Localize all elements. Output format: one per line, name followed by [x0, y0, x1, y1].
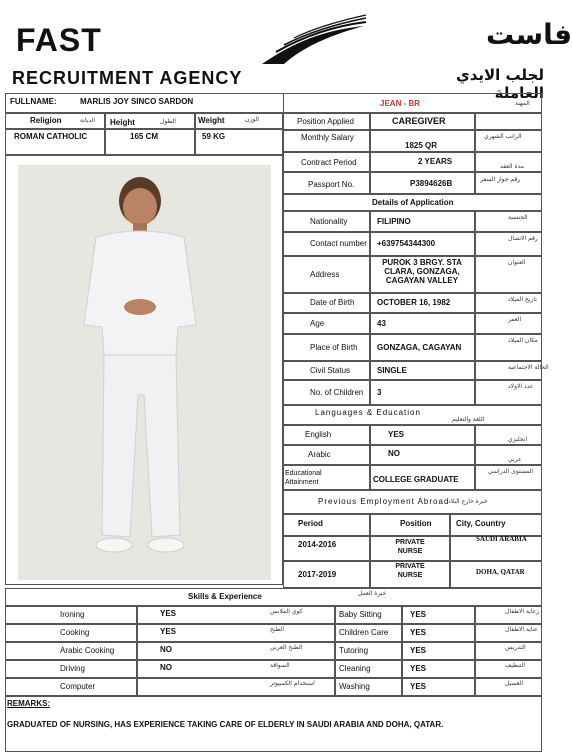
weight-label: Weight	[198, 116, 225, 125]
company-subtitle: RECRUITMENT AGENCY	[12, 68, 243, 88]
skill-ar: استخدام الكمبيوتر	[270, 680, 315, 687]
exp-row-2-period: 2017-2019	[298, 570, 337, 579]
salary-value: 1825 QR	[405, 141, 438, 150]
skill-value: YES	[160, 609, 177, 618]
experience-title-ar: خبرة خارج البلاد	[448, 498, 488, 505]
skill-ar: كوي الملابس	[270, 608, 303, 615]
app-row-ar: الجنسية	[508, 214, 528, 221]
skill-value: YES	[160, 627, 177, 636]
weight-value: 59 KG	[202, 132, 226, 141]
applicant-code: JEAN - BR	[380, 99, 421, 108]
height-label: Height	[110, 118, 135, 127]
height-ar: الطول	[160, 118, 176, 125]
skills-title-cell	[5, 588, 542, 606]
skill-value: NO	[160, 645, 172, 654]
app-row-label: Nationality	[310, 217, 348, 226]
skill-label: Tutoring	[339, 646, 369, 655]
height-value: 165 CM	[130, 132, 159, 141]
skill-label: Cleaning	[339, 664, 371, 673]
skill-value: YES	[410, 646, 427, 655]
app-row-label: Contact number	[310, 239, 367, 248]
applicant-photo	[18, 165, 271, 580]
app-row-label: Civil Status	[310, 366, 351, 375]
position-value: CAREGIVER	[392, 116, 446, 126]
exp-row-1-period: 2014-2016	[298, 540, 337, 549]
app-row-ar: تاريخ الميلاد	[508, 296, 537, 303]
salary-label: Monthly Salary	[301, 133, 354, 142]
english-value: YES	[388, 430, 405, 439]
remarks-label: REMARKS:	[7, 699, 51, 708]
weight-ar: الوزن	[245, 116, 259, 123]
languages-title-ar: اللغة والتعليم	[452, 416, 485, 423]
passport-ar: رقم جواز السفر	[480, 176, 521, 183]
app-row-value: 43	[377, 319, 386, 328]
exp-row-1-city: SAUDI ARABIA	[476, 535, 527, 543]
city-header: City, Country	[456, 519, 506, 528]
skill-value: YES	[410, 664, 427, 673]
skill-ar: التدريس	[505, 644, 526, 651]
religion-ar: الديانة	[80, 117, 96, 124]
exp-row-2-city: DOHA, QATAR	[476, 568, 525, 576]
app-row-value: 3	[377, 388, 382, 397]
english-ar: انجليزي	[508, 436, 528, 443]
experience-title: Previous Employment Abroad	[318, 497, 450, 506]
app-row-value-cell	[370, 380, 475, 405]
skill-ar: الطبخ العربي	[270, 644, 303, 651]
app-row-label-cell	[283, 313, 370, 334]
skill-ar: الغسيل	[505, 680, 524, 687]
education-value: COLLEGE GRADUATE	[373, 475, 459, 484]
position-label: Position Applied	[297, 117, 354, 126]
skill-value: YES	[410, 628, 427, 637]
salary-ar: الراتب الشهري	[484, 133, 522, 140]
arabic-value-cell	[370, 445, 475, 465]
company-logo	[254, 12, 370, 68]
arabic-value: NO	[388, 449, 400, 458]
skill-label: Ironing	[60, 610, 85, 619]
contract-ar: مدة العقد	[500, 163, 524, 170]
app-row-ar: مكان الميلاد	[508, 337, 538, 344]
languages-title: Languages & Education	[315, 408, 421, 417]
arabic-company-name: فاست	[486, 18, 572, 51]
position-ar-cell	[475, 113, 542, 130]
skill-value: YES	[410, 610, 427, 619]
app-row-value: +639754344300	[377, 239, 436, 248]
position-header: Position	[400, 519, 432, 528]
app-row-label: Address	[310, 270, 340, 279]
arabic-lang-ar: عربي	[508, 456, 522, 463]
app-row-ar: عدد الاولاد	[508, 383, 534, 390]
app-row-ar: الحالة الاجتماعية	[508, 364, 549, 371]
skill-ar: الطبخ	[270, 626, 285, 633]
details-title: Details of Application	[372, 198, 454, 207]
skill-label: Washing	[339, 682, 370, 691]
passport-label: Passport No.	[308, 180, 355, 189]
app-row-label: Place of Birth	[310, 343, 358, 352]
app-row-ar: العنوان	[508, 259, 526, 266]
exp-row-2-position: PRIVATE NURSE	[395, 563, 425, 579]
app-row-value: FILIPINO	[377, 217, 411, 226]
skill-label: Computer	[60, 682, 96, 691]
remarks-text: GRADUATED OF NURSING, HAS EXPERIENCE TAKING CARE OF ELDERLY IN SAUDI ARABIA AND DOHA, QATAR.	[7, 720, 444, 729]
skill-ar: التنظيف	[505, 662, 526, 669]
period-header-cell	[283, 514, 370, 536]
fullname-label: FULLNAME:	[10, 97, 57, 106]
exp-row-1-position: PRIVATE NURSE	[395, 539, 425, 555]
skill-ar: السواقة	[270, 662, 290, 669]
education-ar: المستوى الدراسي	[488, 468, 534, 475]
app-row-label: Age	[310, 319, 325, 328]
fullname-value: MARLIS JOY SINCO SARDON	[80, 97, 194, 106]
skill-label: Arabic Cooking	[60, 646, 115, 655]
contract-label: Contract Period	[301, 158, 357, 167]
skill-ar: عناية الاطفال	[505, 626, 539, 633]
skill-value: NO	[160, 663, 172, 672]
skill-label: Children Care	[339, 628, 389, 637]
english-value-cell	[370, 425, 475, 445]
religion-value: ROMAN CATHOLIC	[14, 132, 88, 141]
arabic-label: Arabic	[308, 450, 331, 459]
skill-label: Cooking	[60, 628, 90, 637]
skill-value: YES	[410, 682, 427, 691]
religion-label: Religion	[30, 116, 62, 125]
app-row-ar: العمر	[508, 316, 522, 323]
period-header: Period	[298, 519, 323, 528]
app-row-label: Date of Birth	[310, 298, 355, 307]
skill-ar: رعاية الاطفال	[505, 608, 540, 615]
skill-label: Driving	[60, 664, 85, 673]
app-row-value: SINGLE	[377, 366, 407, 375]
education-label: Educational Attainment	[285, 470, 322, 486]
app-row-value: PUROK 3 BRGY. STA CLARA, GONZAGA, CAGAYAN VALLEY	[382, 258, 462, 285]
contract-value: 2 YEARS	[418, 157, 453, 166]
company-name: FAST	[16, 22, 102, 58]
app-row-value: GONZAGA, CAGAYAN	[377, 343, 462, 352]
arabic-company-subtitle: لجلب الايدي العاملة	[455, 66, 544, 102]
passport-value: P3894626B	[410, 179, 453, 188]
app-row-ar: رقم الاتصال	[508, 235, 538, 242]
english-label: English	[305, 430, 332, 439]
app-row-label: No. of Children	[310, 388, 364, 397]
skill-label: Baby Sitting	[339, 610, 382, 619]
skills-title-ar: خبرة العمل	[358, 590, 387, 597]
app-row-value: OCTOBER 16, 1982	[377, 298, 451, 307]
skills-title: Skills & Experience	[188, 592, 262, 601]
code-ar: المهنة	[515, 100, 530, 107]
